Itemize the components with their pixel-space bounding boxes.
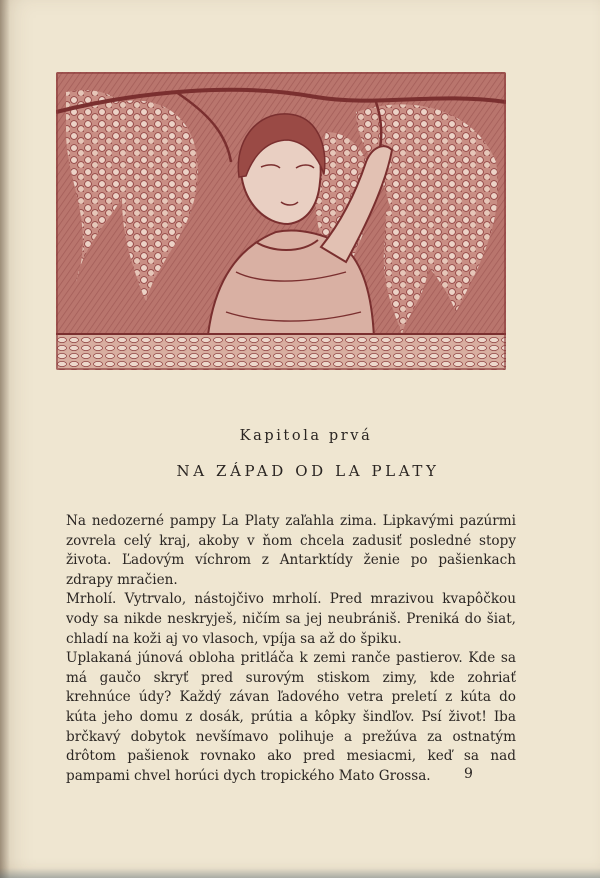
paragraph: Uplakaná júnová obloha pritláča k zemi ranče pastierov. Kde sa má gaučo skryť pred surovým stiskom zimy, kde zohriať krehnúce údy? Každý závan ľadového vetra preletí z kúta do kúta jeho domu z dosák, prútia a kôpky šindľov. Psí život! Iba brčkavý dobytok nevšímavo polihuje a prežúva za ostnatým drôtom pašienok rovnako ako pred mesiacmi, keď sa nad pampami chvel horúci dych tropického Mato Grossa.: [66, 650, 516, 784]
chapter-title: NA ZÁPAD OD LA PLATY: [176, 462, 440, 480]
chapter-body: [66, 512, 516, 786]
chapter-illustration: [56, 72, 506, 370]
page-number: 9: [464, 766, 473, 782]
illustration-woman-with-grapes: [56, 72, 506, 370]
paragraph: Mrholí. Vytrvalo, nástojčivo mrholí. Pred mrazivou kvapôčkou vody sa nikde neskryješ, ničím sa jej neubrániš. Preniká do šiat, chladí na koži aj vo vlasoch, vpíja sa až do špiku.: [66, 591, 516, 647]
chapter-label: Kapitola prvá: [239, 428, 373, 444]
page-bottom-edge: [0, 868, 600, 878]
paragraph: Na nedozerné pampy La Platy zaľahla zima. Lipkavými pazúrmi zovrela celý kraj, akoby v ňom chcela zadusiť posledné stopy života. Ľadovým víchrom z Antarktídy ženie po pašienkach zdrapy mračien.: [66, 513, 516, 588]
